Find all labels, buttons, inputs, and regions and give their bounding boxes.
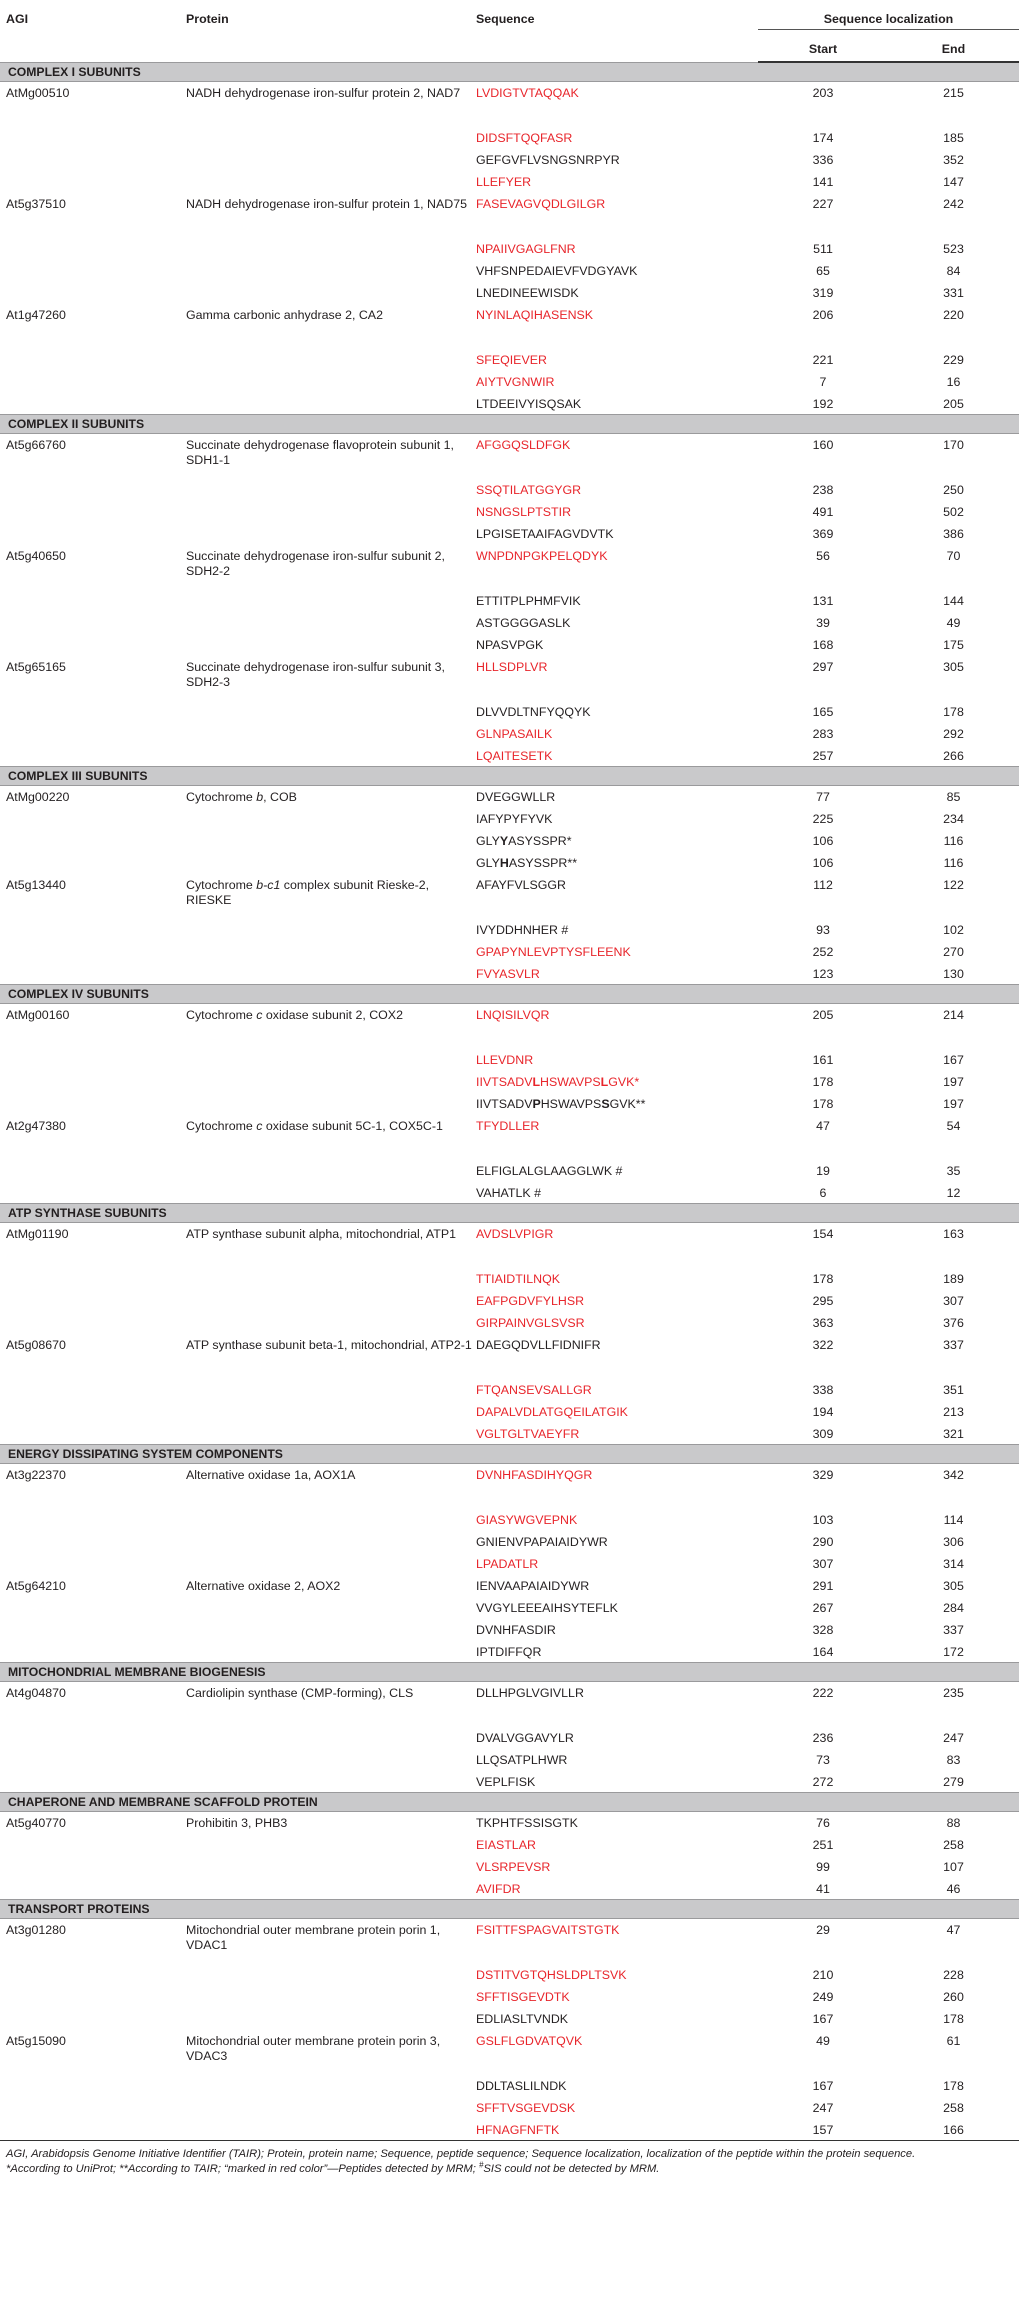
peptide-end: 144 bbox=[943, 593, 964, 608]
protein-name: Cytochrome c oxidase subunit 5C-1, COX5C-1 bbox=[186, 1118, 443, 1133]
peptide-sequence: VHFSNPEDAIEVFVDGYAVK bbox=[476, 263, 638, 278]
peptide-start: 76 bbox=[816, 1816, 830, 1830]
peptide-sequence: VVGYLEEEAIHSYTEFLK bbox=[476, 1600, 618, 1615]
section-header: COMPLEX II SUBUNITS bbox=[0, 415, 1019, 434]
peptide-sequence: DAPALVDLATGQEILATGIK bbox=[476, 1404, 628, 1419]
peptide-sequence: HFNAGFNFTK bbox=[476, 2122, 560, 2137]
header-sequence: Sequence bbox=[476, 12, 535, 26]
header-start: Start bbox=[758, 29, 888, 62]
peptide-sequence: LPGISETAAIFAGVDVTK bbox=[476, 526, 614, 541]
footnote-legend: *According to UniProt; **According to TAIR; “marked in red color”—Peptides detected by MRM; #SIS could not be detected by MRM. bbox=[6, 2160, 660, 2175]
peptide-start: 222 bbox=[812, 1686, 834, 1700]
peptide-start: 77 bbox=[816, 790, 830, 804]
peptide-start: 227 bbox=[812, 196, 834, 211]
peptide-end: 172 bbox=[943, 1644, 964, 1659]
peptide-sequence: IAFYPYFYVK bbox=[476, 811, 553, 826]
peptide-sequence: LPADATLR bbox=[476, 1556, 539, 1571]
peptide-start: 112 bbox=[813, 877, 833, 892]
peptide-end: 342 bbox=[943, 1468, 964, 1482]
protein-name: Succinate dehydrogenase flavoprotein subunit 1, SDH1-1 bbox=[186, 438, 454, 467]
protein-name: Mitochondrial outer membrane protein porin 1, VDAC1 bbox=[186, 1923, 441, 1952]
peptide-end: 305 bbox=[943, 1578, 964, 1593]
peptide-sequence: FASEVAGVQDLGILGR bbox=[476, 196, 606, 211]
peptide-start: 491 bbox=[812, 504, 834, 519]
peptide-start: 205 bbox=[812, 1008, 834, 1022]
peptide-start: 49 bbox=[816, 2033, 830, 2048]
peptide-end: 61 bbox=[946, 2033, 961, 2048]
peptide-end: 228 bbox=[943, 1967, 964, 1982]
protein-agi: AtMg01190 bbox=[6, 1227, 69, 1241]
peptide-sequence: GIRPAINVGLSVSR bbox=[476, 1315, 585, 1330]
peptide-end: 35 bbox=[946, 1163, 961, 1178]
peptide-start: 369 bbox=[812, 526, 834, 541]
peptide-sequence: LLQSATPLHWR bbox=[476, 1752, 568, 1767]
peptide-end: 178 bbox=[943, 2078, 964, 2093]
peptide-end: 258 bbox=[943, 1837, 964, 1852]
peptide-start: 157 bbox=[812, 2122, 834, 2137]
peptide-start: 291 bbox=[812, 1578, 834, 1593]
footnote-abbreviations: AGI, Arabidopsis Genome Initiative Identifier (TAIR); Protein, protein name; Sequence, peptide sequence; Sequence localization, localization of the peptide within the protein sequence. bbox=[6, 2148, 916, 2160]
peptide-sequence: TTIAIDTILNQK bbox=[476, 1271, 560, 1286]
peptide-start: 7 bbox=[819, 374, 827, 389]
peptide-sequence: LTDEEIVYISQSAK bbox=[476, 396, 582, 411]
peptide-start: 103 bbox=[812, 1512, 834, 1527]
peptide-sequence: NPASVPGK bbox=[476, 637, 544, 652]
peptide-end: 85 bbox=[946, 790, 961, 804]
peptide-sequence: VAHATLK # bbox=[476, 1185, 541, 1200]
peptide-end: 235 bbox=[943, 1686, 964, 1700]
peptide-sequence: VEPLFISK bbox=[476, 1774, 536, 1789]
peptide-sequence: DVEGGWLLR bbox=[476, 790, 556, 804]
peptide-end: 242 bbox=[943, 196, 964, 211]
peptide-sequence: TKPHTFSSISGTK bbox=[476, 1816, 578, 1830]
peptide-start: 295 bbox=[812, 1293, 834, 1308]
peptide-end: 307 bbox=[943, 1293, 964, 1308]
peptide-sequence: DLVVDLTNFYQQYK bbox=[476, 704, 591, 719]
peptide-sequence: LLEFYER bbox=[476, 174, 532, 189]
peptide-end: 116 bbox=[943, 855, 964, 870]
peptide-sequence: GEFGVFLVSNGSNRPYR bbox=[476, 152, 620, 167]
peptide-start: 56 bbox=[816, 548, 830, 563]
peptide-start: 338 bbox=[812, 1382, 834, 1397]
peptide-start: 178 bbox=[812, 1096, 834, 1111]
peptide-end: 49 bbox=[946, 615, 961, 630]
protein-name: Alternative oxidase 1a, AOX1A bbox=[186, 1468, 356, 1482]
protein-agi: At3g22370 bbox=[6, 1468, 66, 1482]
peptide-start: 6 bbox=[819, 1185, 827, 1200]
peptide-start: 363 bbox=[812, 1315, 834, 1330]
section-header: MITOCHONDRIAL MEMBRANE BIOGENESIS bbox=[0, 1663, 1019, 1682]
peptide-sequence: GPAPYNLEVPTYSFLEENK bbox=[476, 944, 631, 959]
peptide-end: 46 bbox=[946, 1881, 961, 1896]
peptide-sequence: DVALVGGAVYLR bbox=[476, 1730, 574, 1745]
peptide-sequence: GIASYWGVEPNK bbox=[476, 1512, 578, 1527]
peptide-start: 247 bbox=[812, 2100, 834, 2115]
peptide-start: 160 bbox=[812, 438, 834, 452]
peptide-start: 283 bbox=[812, 726, 834, 741]
peptide-end: 250 bbox=[943, 482, 964, 497]
protein-name: Cytochrome c oxidase subunit 2, COX2 bbox=[186, 1008, 403, 1022]
peptide-sequence: DAEGQDVLLFIDNIFR bbox=[476, 1337, 601, 1352]
peptide-end: 279 bbox=[943, 1774, 964, 1789]
peptide-sequence: DVNHFASDIR bbox=[476, 1622, 556, 1637]
peptide-sequence: HLLSDPLVR bbox=[476, 659, 548, 674]
peptide-sequence: EDLIASLTVNDK bbox=[476, 2011, 569, 2026]
protein-agi: At5g65165 bbox=[6, 659, 66, 674]
header-sequence-localization: Sequence localization bbox=[758, 0, 1019, 29]
protein-name: Cytochrome b, COB bbox=[186, 790, 297, 804]
peptide-end: 502 bbox=[943, 504, 964, 519]
peptide-start: 309 bbox=[812, 1426, 834, 1441]
peptide-sequence: IVYDDHNHER # bbox=[476, 922, 569, 937]
peptide-start: 328 bbox=[812, 1622, 834, 1637]
peptide-sequence: GNIENVPAPAIAIDYWR bbox=[476, 1534, 608, 1549]
protein-name: ATP synthase subunit alpha, mitochondrial, ATP1 bbox=[186, 1227, 456, 1241]
peptide-start: 106 bbox=[812, 833, 834, 848]
header-protein: Protein bbox=[186, 12, 229, 26]
peptide-start: 39 bbox=[816, 615, 830, 630]
protein-agi: At2g47380 bbox=[6, 1118, 66, 1133]
peptide-start: 154 bbox=[812, 1227, 834, 1241]
peptide-sequence: DIDSFTQQFASR bbox=[476, 130, 573, 145]
peptide-sequence: FTQANSEVSALLGR bbox=[476, 1382, 592, 1397]
peptide-sequence: DDLTASLILNDK bbox=[476, 2078, 567, 2093]
protein-agi: At3g01280 bbox=[6, 1923, 66, 1937]
peptide-sequence: VLSRPEVSR bbox=[476, 1859, 551, 1874]
peptide-end: 163 bbox=[943, 1227, 964, 1241]
peptide-end: 337 bbox=[943, 1622, 964, 1637]
peptide-sequence: IENVAAPAIAIDYWR bbox=[476, 1578, 590, 1593]
peptide-end: 178 bbox=[943, 2011, 964, 2026]
protein-name: Succinate dehydrogenase iron-sulfur subunit 3, SDH2-3 bbox=[186, 659, 445, 689]
peptide-sequence: DVNHFASDIHYQGR bbox=[476, 1468, 593, 1482]
peptide-end: 189 bbox=[943, 1271, 964, 1286]
peptide-start: 236 bbox=[812, 1730, 834, 1745]
peptide-end: 376 bbox=[943, 1315, 964, 1330]
protein-agi: At5g66760 bbox=[6, 438, 66, 452]
peptide-start: 297 bbox=[812, 659, 834, 674]
peptide-end: 292 bbox=[943, 726, 964, 741]
peptide-end: 166 bbox=[943, 2122, 964, 2137]
peptide-end: 266 bbox=[943, 748, 964, 763]
peptide-end: 178 bbox=[943, 704, 964, 719]
peptide-end: 122 bbox=[943, 877, 964, 892]
peptide-start: 164 bbox=[812, 1644, 834, 1659]
peptide-end: 102 bbox=[943, 922, 964, 937]
peptide-start: 203 bbox=[812, 86, 834, 100]
protein-agi: At4g04870 bbox=[6, 1686, 66, 1700]
peptide-start: 307 bbox=[812, 1556, 834, 1571]
protein-agi: AtMg00510 bbox=[6, 86, 70, 100]
table-footnotes bbox=[6, 2147, 1011, 2177]
peptide-sequence: ELFIGLALGLAAGGLWK # bbox=[476, 1163, 623, 1178]
peptide-sequence: SSQTILATGGYGR bbox=[476, 482, 582, 497]
section-header: ENERGY DISSIPATING SYSTEM COMPONENTS bbox=[0, 1445, 1019, 1464]
peptide-end: 314 bbox=[943, 1556, 964, 1571]
protein-name: ATP synthase subunit beta-1, mitochondrial, ATP2-1 bbox=[186, 1337, 472, 1352]
peptide-start: 272 bbox=[812, 1774, 834, 1789]
section-header: TRANSPORT PROTEINS bbox=[0, 1900, 1019, 1919]
peptide-sequence: FSITTFSPAGVAITSTGTK bbox=[476, 1923, 620, 1937]
section-header: CHAPERONE AND MEMBRANE SCAFFOLD PROTEIN bbox=[0, 1793, 1019, 1812]
peptide-sequence: ETTITPLPHMFVIK bbox=[476, 593, 581, 608]
peptide-sequence: GLYHASYSSPR** bbox=[476, 855, 578, 870]
peptide-end: 170 bbox=[943, 438, 964, 452]
peptide-end: 331 bbox=[943, 285, 964, 300]
peptide-sequence: IPTDIFFQR bbox=[476, 1644, 542, 1659]
peptide-start: 99 bbox=[816, 1859, 830, 1874]
protein-name: Cytochrome b-c1 complex subunit Rieske-2, RIESKE bbox=[186, 877, 430, 907]
peptide-end: 337 bbox=[943, 1337, 964, 1352]
peptide-sequence: AVDSLVPIGR bbox=[476, 1227, 554, 1241]
protein-agi: At5g08670 bbox=[6, 1337, 66, 1352]
peptide-sequence: AFAYFVLSGGR bbox=[476, 877, 566, 892]
peptide-start: 251 bbox=[812, 1837, 834, 1852]
peptide-start: 131 bbox=[812, 593, 834, 608]
peptide-start: 194 bbox=[812, 1404, 834, 1419]
header-end: End bbox=[888, 29, 1019, 62]
peptide-start: 73 bbox=[816, 1752, 830, 1767]
peptide-sequence: GLYYASYSSPR* bbox=[476, 833, 572, 848]
peptide-end: 16 bbox=[946, 374, 961, 389]
peptide-sequence: ASTGGGGASLK bbox=[476, 615, 571, 630]
peptide-start: 290 bbox=[812, 1534, 834, 1549]
peptide-sequence: AFGGQSLDFGK bbox=[476, 438, 571, 452]
protein-name: Succinate dehydrogenase iron-sulfur subunit 2, SDH2-2 bbox=[186, 548, 445, 578]
peptide-start: 319 bbox=[812, 285, 834, 300]
section-header: COMPLEX I SUBUNITS bbox=[0, 62, 1019, 82]
peptide-start: 167 bbox=[812, 2011, 834, 2026]
peptide-sequence: GSLFLGDVATQVK bbox=[476, 2033, 583, 2048]
peptide-end: 305 bbox=[943, 659, 964, 674]
peptide-start: 165 bbox=[812, 704, 834, 719]
peptide-end: 197 bbox=[943, 1096, 964, 1111]
protein-agi: AtMg00220 bbox=[6, 790, 70, 804]
peptide-end: 213 bbox=[943, 1404, 964, 1419]
protein-agi: At5g37510 bbox=[6, 196, 66, 211]
peptide-end: 215 bbox=[943, 86, 964, 100]
protein-name: Prohibitin 3, PHB3 bbox=[186, 1816, 288, 1830]
peptide-end: 352 bbox=[943, 152, 964, 167]
protein-agi: At5g15090 bbox=[6, 2033, 66, 2048]
peptide-end: 306 bbox=[943, 1534, 964, 1549]
peptide-sequence: SFEQIEVER bbox=[476, 352, 547, 367]
peptide-sequence: AVIFDR bbox=[476, 1881, 521, 1896]
peptide-sequence: EAFPGDVFYLHSR bbox=[476, 1293, 585, 1308]
peptide-end: 54 bbox=[946, 1118, 961, 1133]
peptide-start: 329 bbox=[812, 1468, 834, 1482]
peptide-end: 351 bbox=[943, 1382, 964, 1397]
peptide-end: 185 bbox=[943, 130, 964, 145]
peptide-sequence: GLNPASAILK bbox=[476, 726, 553, 741]
peptide-sequence: LQAITESETK bbox=[476, 748, 553, 763]
peptide-end: 12 bbox=[946, 1185, 961, 1200]
peptide-start: 206 bbox=[812, 307, 834, 322]
peptide-end: 70 bbox=[946, 548, 961, 563]
section-header: COMPLEX IV SUBUNITS bbox=[0, 985, 1019, 1004]
peptide-end: 84 bbox=[946, 263, 961, 278]
peptide-sequence: TFYDLLER bbox=[476, 1118, 540, 1133]
peptide-sequence: VGLTGLTVAEYFR bbox=[476, 1426, 580, 1441]
peptide-start: 238 bbox=[812, 482, 834, 497]
peptide-sequence: NPAIIVGAGLFNR bbox=[476, 241, 576, 256]
peptide-end: 284 bbox=[943, 1600, 964, 1615]
peptide-sequence: LLEVDNR bbox=[476, 1052, 534, 1067]
peptide-end: 260 bbox=[943, 1989, 964, 2004]
peptide-start: 249 bbox=[812, 1989, 834, 2004]
peptide-sequence: NYINLAQIHASENSK bbox=[476, 307, 594, 322]
peptide-start: 252 bbox=[812, 944, 834, 959]
header-agi: AGI bbox=[6, 12, 29, 26]
peptide-end: 523 bbox=[943, 241, 964, 256]
protein-name: Mitochondrial outer membrane protein porin 3, VDAC3 bbox=[186, 2033, 441, 2063]
peptide-end: 167 bbox=[943, 1052, 964, 1067]
peptide-end: 114 bbox=[943, 1512, 964, 1527]
peptide-start: 93 bbox=[816, 922, 830, 937]
peptide-end: 220 bbox=[943, 307, 964, 322]
protein-name: Cardiolipin synthase (CMP-forming), CLS bbox=[186, 1686, 414, 1700]
peptide-start: 174 bbox=[812, 130, 834, 145]
peptide-end: 214 bbox=[943, 1008, 964, 1022]
peptide-end: 229 bbox=[943, 352, 964, 367]
peptide-end: 175 bbox=[943, 637, 964, 652]
peptide-sequence: NSNGSLPTSTIR bbox=[476, 504, 572, 519]
peptide-start: 511 bbox=[813, 241, 833, 256]
peptide-end: 130 bbox=[943, 966, 964, 981]
peptide-end: 147 bbox=[943, 174, 964, 189]
peptide-start: 178 bbox=[812, 1271, 834, 1286]
peptide-start: 19 bbox=[816, 1163, 830, 1178]
protein-name: Alternative oxidase 2, AOX2 bbox=[186, 1578, 341, 1593]
peptide-start: 106 bbox=[812, 855, 834, 870]
protein-name: Gamma carbonic anhydrase 2, CA2 bbox=[186, 307, 383, 322]
section-header: ATP SYNTHASE SUBUNITS bbox=[0, 1204, 1019, 1223]
protein-agi: At5g13440 bbox=[6, 877, 66, 892]
protein-agi: At5g40650 bbox=[6, 548, 66, 563]
peptide-start: 221 bbox=[812, 352, 834, 367]
peptide-end: 234 bbox=[943, 811, 964, 826]
peptide-sequence: AIYTVGNWIR bbox=[476, 374, 555, 389]
peptide-start: 168 bbox=[812, 637, 834, 652]
peptide-end: 205 bbox=[943, 396, 964, 411]
peptide-sequence: LNEDINEEWISDK bbox=[476, 285, 579, 300]
peptide-sequence: SFFTISGEVDTK bbox=[476, 1989, 570, 2004]
peptide-end: 107 bbox=[943, 1859, 964, 1874]
peptide-start: 267 bbox=[812, 1600, 834, 1615]
protein-name: NADH dehydrogenase iron-sulfur protein 1, NAD75 bbox=[186, 196, 467, 211]
peptide-end: 247 bbox=[943, 1730, 964, 1745]
section-header: COMPLEX III SUBUNITS bbox=[0, 767, 1019, 786]
peptide-sequence: IIVTSADVPHSWAVPSSGVK** bbox=[476, 1096, 646, 1111]
peptide-start: 192 bbox=[812, 396, 834, 411]
peptide-sequence: FVYASVLR bbox=[476, 966, 540, 981]
peptide-end: 258 bbox=[943, 2100, 964, 2115]
peptide-start: 322 bbox=[812, 1337, 834, 1352]
peptide-end: 88 bbox=[946, 1816, 961, 1830]
protein-agi: At1g47260 bbox=[6, 307, 66, 322]
peptide-start: 123 bbox=[812, 966, 834, 981]
peptide-start: 178 bbox=[812, 1074, 834, 1089]
peptide-sequence: DLLHPGLVGIVLLR bbox=[476, 1686, 584, 1700]
peptide-end: 270 bbox=[943, 944, 964, 959]
protein-agi: At5g40770 bbox=[6, 1816, 66, 1830]
peptide-sequence: EIASTLAR bbox=[476, 1837, 536, 1852]
peptide-end: 47 bbox=[946, 1923, 961, 1937]
protein-agi: At5g64210 bbox=[6, 1578, 66, 1593]
peptide-start: 29 bbox=[816, 1923, 830, 1937]
peptide-sequence: LNQISILVQR bbox=[476, 1008, 550, 1022]
peptide-start: 47 bbox=[816, 1118, 830, 1133]
peptide-start: 141 bbox=[812, 174, 834, 189]
protein-agi: AtMg00160 bbox=[6, 1008, 70, 1022]
peptide-end: 116 bbox=[943, 833, 964, 848]
peptide-end: 83 bbox=[946, 1752, 961, 1767]
peptide-start: 336 bbox=[812, 152, 834, 167]
peptide-sequence: IIVTSADVLHSWAVPSLGVK* bbox=[476, 1074, 640, 1089]
protein-name: NADH dehydrogenase iron-sulfur protein 2, NAD7 bbox=[186, 86, 461, 100]
peptide-start: 41 bbox=[816, 1881, 830, 1896]
peptide-sequence: SFFTVSGEVDSK bbox=[476, 2100, 576, 2115]
peptide-end: 386 bbox=[943, 526, 964, 541]
peptide-start: 257 bbox=[812, 748, 834, 763]
peptide-start: 167 bbox=[812, 2078, 834, 2093]
peptide-start: 210 bbox=[812, 1967, 834, 1982]
peptide-end: 197 bbox=[943, 1074, 964, 1089]
peptide-sequence: WNPDNPGKPELQDYK bbox=[476, 548, 608, 563]
peptide-end: 321 bbox=[943, 1426, 964, 1441]
peptide-start: 225 bbox=[812, 811, 834, 826]
peptide-sequence: DSTITVGTQHSLDPLTSVK bbox=[476, 1967, 627, 1982]
peptide-start: 65 bbox=[816, 263, 830, 278]
peptide-sequence: LVDIGTVTAQQAK bbox=[476, 86, 579, 100]
peptide-start: 161 bbox=[812, 1052, 834, 1067]
